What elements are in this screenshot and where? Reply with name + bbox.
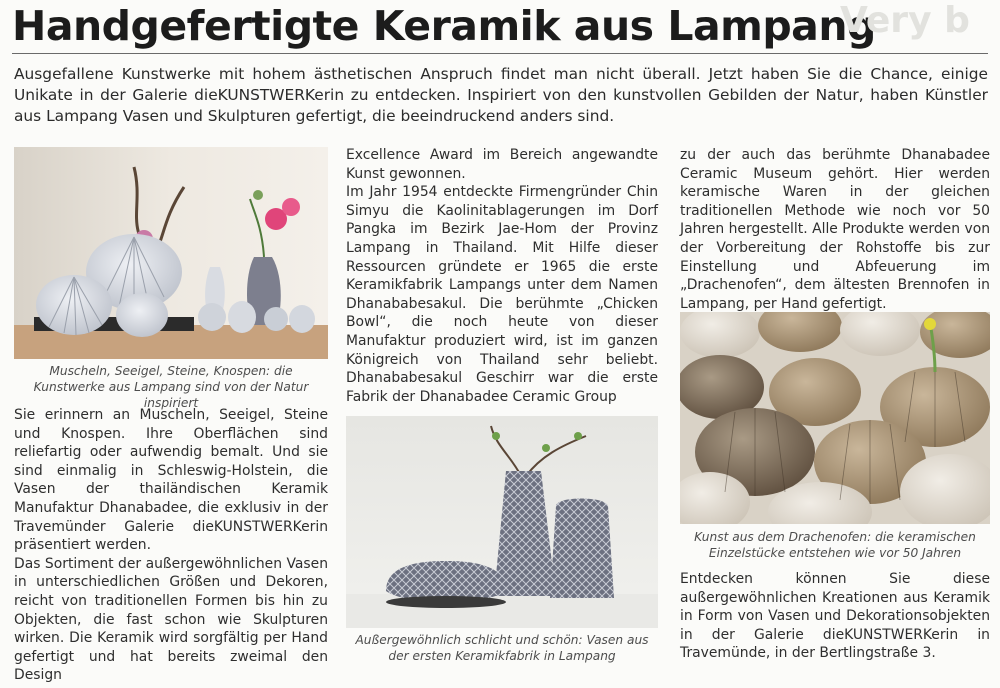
headline-rule <box>12 53 988 54</box>
body-column-3-end <box>680 570 990 663</box>
sea-urchin-ceramics-photo <box>680 312 990 524</box>
body-paragraph: Das Sortiment der außergewöhnlichen Vasen in unterschiedlichen Größen und Dekoren, reicht von traditionellen Formen bis hin zu Objekten, die fast schon wie Skulpturen wirken. Die Keramik wird sorgfältig per Hand gefertigt und hat bereits zweimal den Design <box>14 555 328 684</box>
body-paragraph: zu der auch das berühmte Dhanabadee Ceramic Museum gehört. Hier werden keramische Waren in der gleichen traditionellen Methode wie noch vor 50 Jahren hergestellt. Alle Produkte werden von der Vorbereitung der Rohstoffe bis zur Einstellung und Abfeuerung im „Drachenofen“, dem ältesten Brennofen in Lampang, per Hand gefertigt. <box>680 147 990 312</box>
caption-sea-urchin-ceramics: Kunst aus dem Drachenofen: die keramischen Einzelstücke entstehen wie vor 50 Jahren <box>694 530 976 560</box>
patterned-vases-photo <box>346 416 658 628</box>
caption-seashell-vases: Muscheln, Seeigel, Steine, Knospen: die Kunstwerke aus Lampang sind von der Natur inspiriert <box>33 364 309 410</box>
body-paragraph: Im Jahr 1954 entdeckte Firmengründer Chin Simyu die Kaolinitablagerungen im Dorf Pangka im Bezirk Jae-Hom der Provinz Lampang in Thailand. Mit Hilfe dieser Ressourcen gründete er 1965 die erste Keramikfabrik Lampangs unter dem Namen Dhanababesakul. Die berühmte „Chicken Bowl“, die noch heute von dieser Manufaktur produziert wird, ist im ganzen Königreich von Thailand sehr beliebt. Dhanababesakul Geschirr war die erste Fabrik der Dhanabadee Ceramic Group <box>346 184 658 405</box>
intro-paragraph: Ausgefallene Kunstwerke mit hohem ästhetischen Anspruch findet man nicht überall. Jetzt haben Sie die Chance, einige Unikate in der Galerie dieKUNSTWERKerin zu entdecken. Inspiriert von den kunstvollen Gebilden der Natur, haben Künstler aus Lampang Vasen und Skulpturen gefertigt, die beeindruckend anders sind. <box>14 65 988 125</box>
seashell-vases-photo <box>14 147 328 359</box>
body-column-3 <box>680 146 990 313</box>
ghost-headline: Very b <box>840 0 970 41</box>
headline: Handgefertigte Keramik aus Lampang <box>12 2 876 50</box>
caption-patterned-vases: Außergewöhnlich schlicht und schön: Vasen aus der ersten Keramikfabrik in Lampang <box>355 633 649 663</box>
body-paragraph: Entdecken können Sie diese außergewöhnlichen Kreationen aus Keramik in Form von Vasen und Dekorationsobjekten in der Galerie dieKUNSTWERKerin in Travemünde, in der Bertlingstraße 3. <box>680 571 990 662</box>
body-paragraph: Excellence Award im Bereich angewandte Kunst gewonnen. <box>346 147 658 182</box>
body-column-2 <box>346 146 658 406</box>
body-paragraph: Sie erinnern an Muscheln, Seeigel, Steine und Knospen. Ihre Oberflächen sind reliefartig oder aufwendig bemalt. Und sie sind einmalig in Schleswig-Holstein, die Vasen der thailändischen Keramik Manufaktur Dhanabadee, die exklusiv in der Travemünder Galerie dieKUNSTWERKerin präsentiert werden. <box>14 407 328 554</box>
body-column-1 <box>14 406 328 685</box>
